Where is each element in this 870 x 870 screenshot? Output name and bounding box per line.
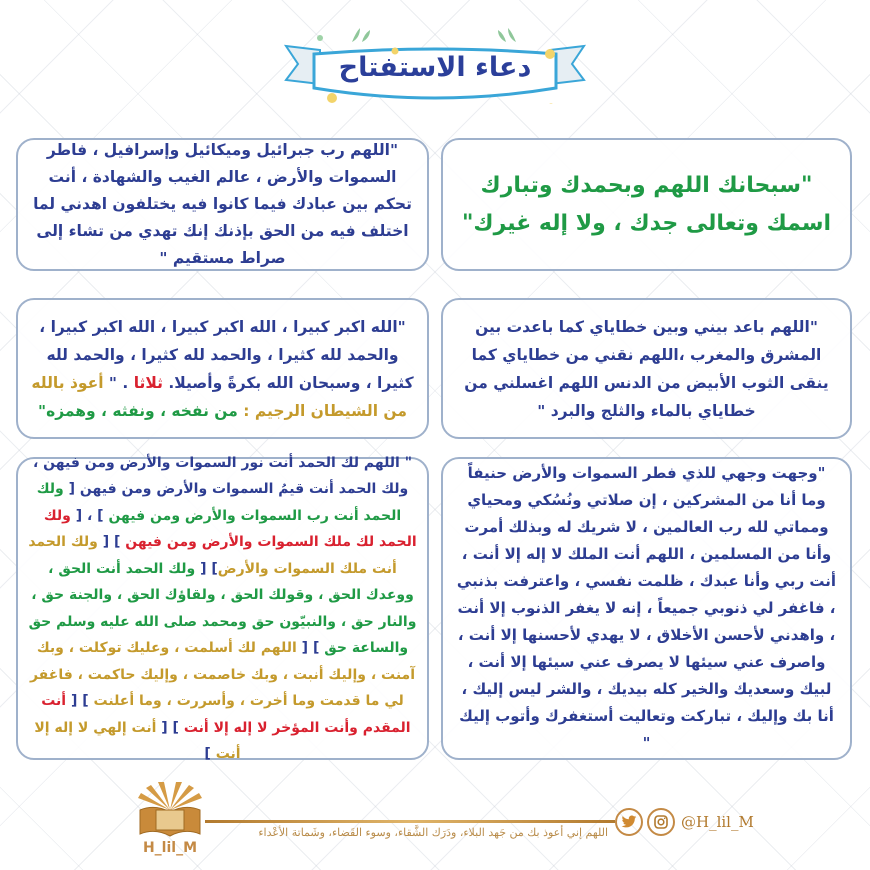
- dua-text-segment: ] [: [195, 560, 218, 577]
- dua-text-segment: ولك الحمد أنت الحق ، ووعدك الحق ، وقولك الحق ، ولقاؤك الحق ، والجنة حق ، والنار حق ، والنبيّون حق ومحمد صلى الله عليه وسلم حق والساعة حق: [28, 560, 417, 656]
- dua-card-jibril: [16, 138, 429, 271]
- dua-text-segment: "اللهم باعد بيني وبين خطاياي كما باعدت بين المشرق والمغرب ،اللهم نقني من خطاياي كما ينقى الثوب الأبيض من الدنس اللهم اغسلني من خطاياي بالماء والثلج والبرد ": [464, 317, 829, 420]
- logo-label: H_lil_M: [142, 840, 198, 856]
- dua-text-segment: ولك الحمد أنت رب السموات والأرض ومن فيهن: [36, 481, 402, 524]
- dua-text-segment: " اللهم لك الحمد أنت نور السموات والأرض ومن فيهن ، ولك الحمد أنت قيمُ السموات والأرض ومن فيهن [: [32, 454, 413, 497]
- dua-text: [28, 450, 417, 768]
- dua-text-segment: "وجهت وجهي للذي فطر السموات والأرض حنيفاً وما أنا من المشركين ، إن صلاتي ونُسُكي ومحياي ومماتي لله رب العالمين ، لا شريك له وبذلك أمرت وأنا من المسلمين ، اللهم أنت الملك لا إله إلا أنت ، أنت ربي وأنا عبدك ، ظلمت نفسي ، واعترفت بذنبي ، فاغفر لي ذنوبي جميعاً ، إنه لا يغفر الذنوب إلا أنت ، واهدني لأحسن الأخلاق ، لا يهدي لأحسنها إلا أنت ، واصرف عني سيئها لا يصرف عني سيئها إلا أنت ، لبيك وسعديك والخير كله بيديك ، والشر ليس إليك ، أنا بك وإليك ، تباركت وتعاليت أستغفرك وأتوب إليك ": [456, 464, 837, 752]
- dua-text-segment: ولك الحمد أنت ملك السموات والأرض: [28, 534, 397, 577]
- dua-text-segment: أنت إلهي لا إله إلا أنت: [34, 719, 241, 762]
- dua-card-takbir: [16, 298, 429, 439]
- dua-text: [28, 313, 417, 425]
- dua-text-segment: "اللهم رب جبرائيل وميكائيل وإسرافيل ، فاطر السموات والأرض ، عالم الغيب والشهادة ، أنت تحكم بين عبادك فيما كانوا فيه يختلفون اهدني لما اختلف فيه من الحق بإذنك إنك تهدي من تشاء إلى صراط مستقيم ": [33, 141, 412, 267]
- title-banner: [280, 18, 590, 104]
- dua-text-segment: ] [: [156, 719, 184, 736]
- dua-text-segment: ولك الحمد لك ملك السموات والأرض ومن فيهن: [43, 507, 417, 550]
- repeat-count-label: ثلاثا: [133, 373, 163, 392]
- dua-text-segment: . ": [103, 373, 134, 392]
- instagram-icon[interactable]: [647, 808, 675, 836]
- footer-dua-text: اللهم إني أعوذ بك من جَهد البلاء، ودَرَك الشَّقاء، وسوء القَضاء، وشَماتة الأعْداء: [258, 826, 608, 839]
- dua-text-segment: ]: [204, 746, 216, 762]
- book-sunburst-icon: [130, 780, 210, 842]
- social-handle[interactable]: @H_lil_M: [681, 813, 754, 831]
- dua-text: [28, 137, 417, 272]
- dua-text-segment: اللهم لك أسلمت ، وعليك توكلت ، وبك آمنت ، وإليك أنبت ، وبك خاصمت ، وإليك حاكمت ، فاغفر لي ما قدمت وما أخرت ، وأسررت ، وما أعلنت: [29, 640, 416, 709]
- footer-divider: [205, 820, 615, 823]
- page-title: دعاء الاستفتاح: [338, 52, 532, 83]
- dua-text: [455, 460, 838, 757]
- dua-text-segment: أنت المقدم وأنت المؤخر لا إله إلا أنت: [41, 693, 411, 736]
- dua-card-baid: [441, 298, 852, 439]
- dua-text: [453, 313, 840, 425]
- dua-text-segment: ] ، [: [70, 507, 109, 524]
- dua-text-segment: أعوذ بالله من الشيطان الرجيم :: [31, 373, 407, 420]
- dua-text: [453, 167, 840, 243]
- dua-text-segment: من نفخه ، ونفثه ، وهمزه": [38, 401, 238, 420]
- dua-text-segment: "الله اكبر كبيرا ، الله اكبر كبيرا ، الله اكبر كبيرا ، والحمد لله كثيرا ، والحمد لله كثيرا ، والحمد لله كثيرا ، وسبحان الله بكرةً وأصيلا.: [39, 317, 414, 392]
- dua-text-segment: ] [: [66, 693, 94, 709]
- brand-logo: [130, 780, 210, 860]
- dua-card-lakal-hamd: [16, 454, 429, 762]
- twitter-icon[interactable]: [615, 808, 643, 836]
- dua-card-subhanaka: [441, 138, 852, 271]
- dua-text-segment: ] [: [296, 640, 325, 656]
- social-links: [615, 808, 754, 836]
- dua-text-segment: "سبحانك اللهم وبحمدك وتبارك اسمك وتعالى جدك ، ولا إله غيرك": [461, 172, 832, 236]
- dua-card-wajjahtu: [441, 457, 852, 760]
- dua-text-segment: ] [: [97, 534, 126, 550]
